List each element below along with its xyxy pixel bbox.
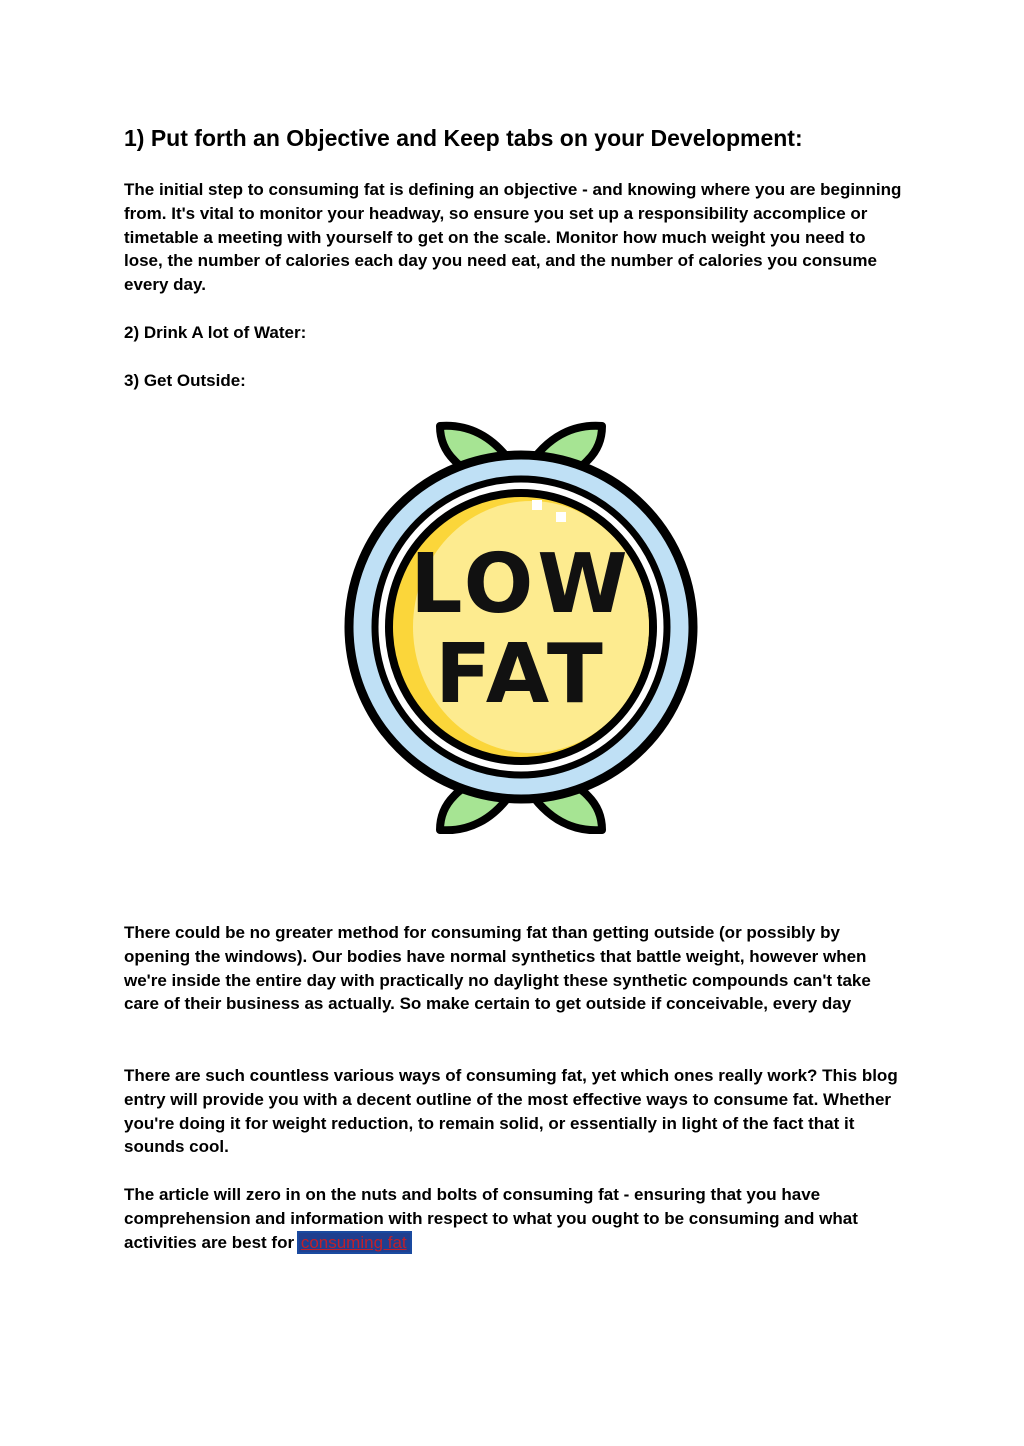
section-heading-outside: 3) Get Outside: xyxy=(124,371,246,390)
section-heading-water: 2) Drink A lot of Water: xyxy=(124,323,307,342)
intro-paragraph: The initial step to consuming fat is defining an objective - and knowing where you are beginning from. It's vital to monitor your headway, so ensure you set up a responsibility accomplice or timetable a meeting with yourself to get on the scale. Monitor how much weight you need to lose, the number of calories each day you need eat, and the number of calories you consume every day. xyxy=(124,180,902,295)
closing-paragraph-text: The article will zero in on the nuts and bolts of consuming fat - ensuring that you have comprehension and information with respect to what you ought to be consuming and what activities are best for xyxy=(124,1185,858,1252)
closing-paragraph xyxy=(124,1183,904,1254)
logo-line1: LOW xyxy=(410,537,632,632)
page-heading: 1) Put forth an Objective and Keep tabs on your Development: xyxy=(124,125,803,151)
outside-paragraph: There could be no greater method for consuming fat than getting outside (or possibly by opening the windows). Our bodies have normal synthetics that battle weight, however when we're inside the entire day with practically no daylight these synthetic compounds can't take care of their business as actually. So make certain to get outside if conceivable, every day xyxy=(124,923,871,1014)
low-fat-logo-icon xyxy=(336,420,706,834)
consuming-fat-link[interactable]: consuming fat xyxy=(299,1233,410,1252)
logo-line2: FAT xyxy=(435,627,607,722)
overview-paragraph: There are such countless various ways of consuming fat, yet which ones really work? This blog entry will provide you with a decent outline of the most effective ways to consume fat. Whether you're doing it for weight reduction, to remain solid, or essentially in light of the fact that it sounds cool. xyxy=(124,1066,898,1157)
